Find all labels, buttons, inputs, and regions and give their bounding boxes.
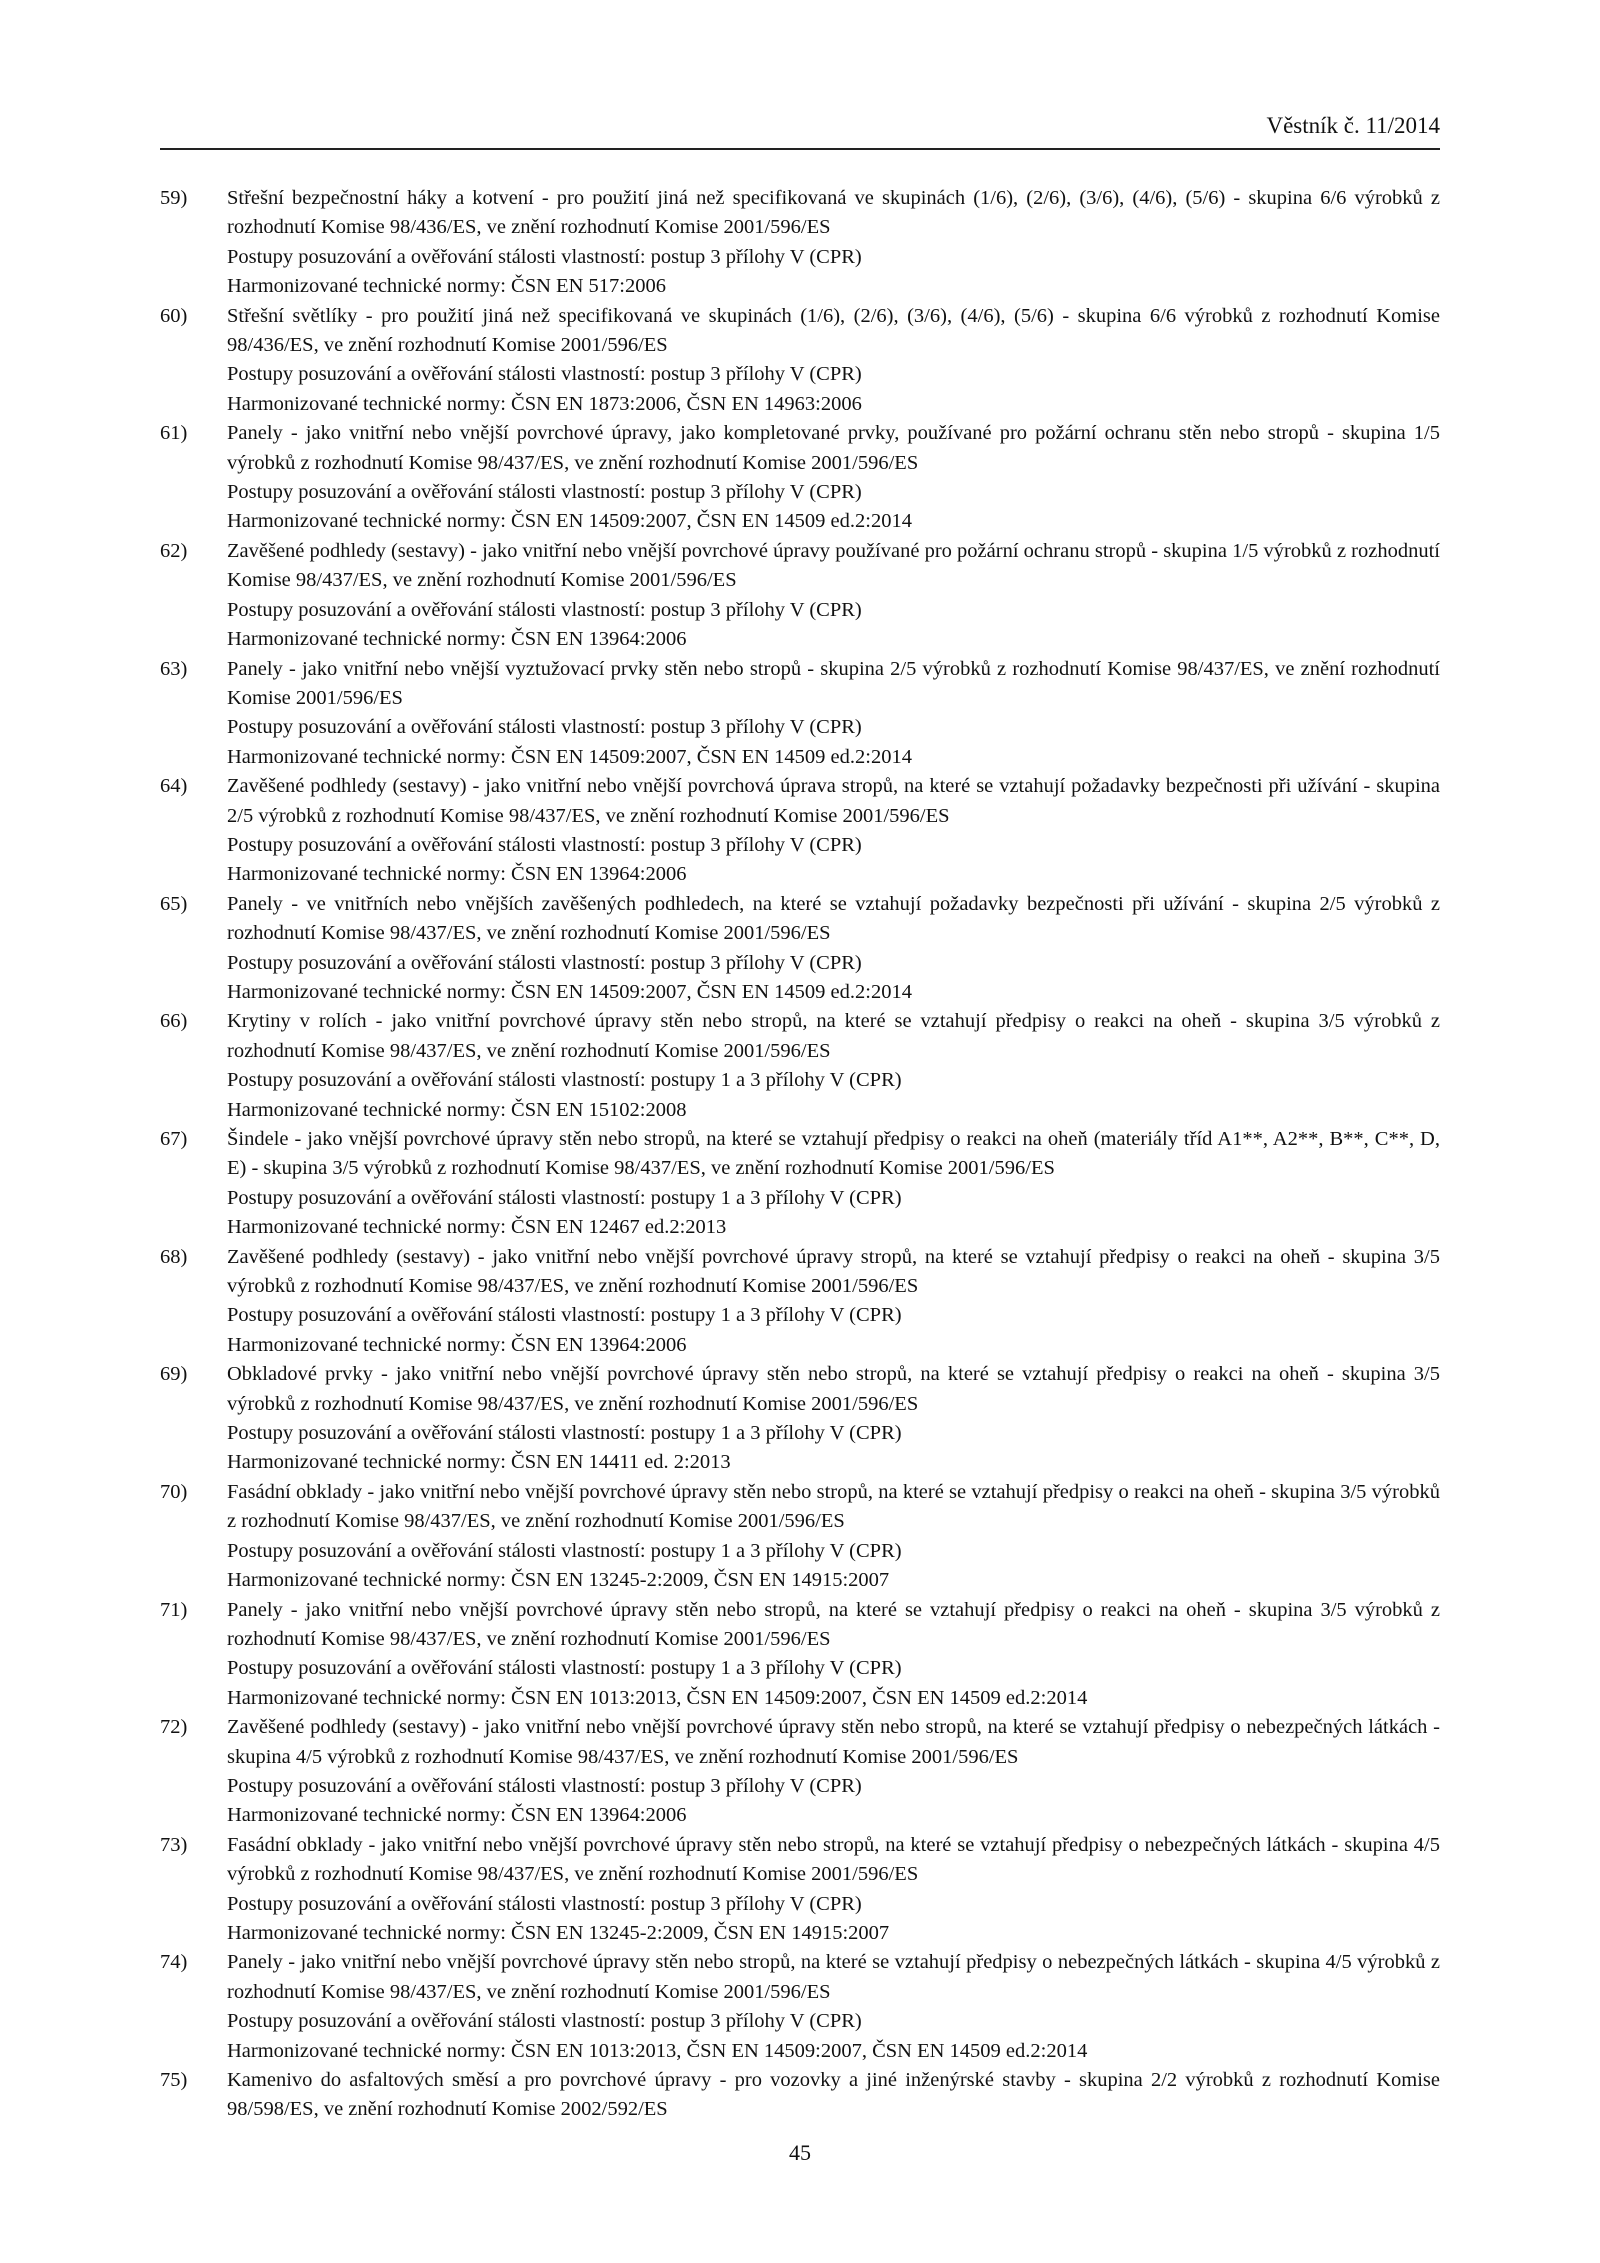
item-harmonized-standards: Harmonizované technické normy: ČSN EN 1013:2013, ČSN EN 14509:2007, ČSN EN 14509 ed.2:2014 bbox=[227, 1686, 1088, 1709]
item-assessment-procedure: Postupy posuzování a ověřování stálosti vlastností: postup 3 přílohy V (CPR) bbox=[227, 481, 862, 504]
item-number: 73) bbox=[160, 1833, 188, 1856]
item-description: Panely - jako vnitřní nebo vnější povrchové úpravy, jako kompletované prvky, používané pro požární ochranu stěn nebo stropů - skupina 1/5 výrobků z rozhodnutí Komise 98/437/ES, ve znění rozhodnutí Komise 2001/596/ES bbox=[227, 422, 1440, 474]
list-item bbox=[160, 1478, 1440, 1596]
list-item bbox=[160, 1948, 1440, 2066]
item-assessment-procedure: Postupy posuzování a ověřování stálosti vlastností: postup 3 přílohy V (CPR) bbox=[227, 1774, 862, 1797]
item-harmonized-standards: Harmonizované technické normy: ČSN EN 14509:2007, ČSN EN 14509 ed.2:2014 bbox=[227, 745, 912, 768]
list-item bbox=[160, 1007, 1440, 1125]
list-item bbox=[160, 1713, 1440, 1831]
item-number: 74) bbox=[160, 1951, 188, 1974]
item-assessment-procedure: Postupy posuzování a ověřování stálosti vlastností: postupy 1 a 3 přílohy V (CPR) bbox=[227, 1657, 902, 1680]
item-number: 65) bbox=[160, 892, 188, 915]
item-description: Obkladové prvky - jako vnitřní nebo vnější povrchové úpravy stěn nebo stropů, na které se vztahují předpisy o reakci na oheň - skupina 3/5 výrobků z rozhodnutí Komise 98/437/ES, ve znění rozhodnutí Komise 2001/596/ES bbox=[227, 1363, 1440, 1415]
item-harmonized-standards: Harmonizované technické normy: ČSN EN 517:2006 bbox=[227, 275, 666, 298]
item-assessment-procedure: Postupy posuzování a ověřování stálosti vlastností: postupy 1 a 3 přílohy V (CPR) bbox=[227, 1304, 902, 1327]
item-assessment-procedure: Postupy posuzování a ověřování stálosti vlastností: postupy 1 a 3 přílohy V (CPR) bbox=[227, 1539, 902, 1562]
list-item bbox=[160, 1831, 1440, 1949]
list-item bbox=[160, 184, 1440, 302]
item-number: 60) bbox=[160, 304, 188, 327]
item-description: Panely - ve vnitřních nebo vnějších zavěšených podhledech, na které se vztahují požadavky bezpečnosti při užívání - skupina 2/5 výrobků z rozhodnutí Komise 98/437/ES, ve znění rozhodnutí Komise 2001/596/ES bbox=[227, 892, 1440, 945]
item-harmonized-standards: Harmonizované technické normy: ČSN EN 13245-2:2009, ČSN EN 14915:2007 bbox=[227, 1921, 890, 1944]
item-number: 67) bbox=[160, 1128, 188, 1150]
item-assessment-procedure: Postupy posuzování a ověřování stálosti vlastností: postupy 1 a 3 přílohy V (CPR) bbox=[227, 1186, 902, 1209]
item-description: Zavěšené podhledy (sestavy) - jako vnitřní nebo vnější povrchové úpravy používané pro požární ochranu stropů - skupina 1/5 výrobků z rozhodnutí Komise 98/437/ES, ve znění rozhodnutí Komise 2001/596/ES bbox=[227, 539, 1440, 592]
item-number: 61) bbox=[160, 422, 188, 445]
item-assessment-procedure: Postupy posuzování a ověřování stálosti vlastností: postup 3 přílohy V (CPR) bbox=[227, 598, 862, 621]
list-item bbox=[160, 419, 1440, 537]
item-description: Šindele - jako vnější povrchové úpravy stěn nebo stropů, na které se vztahují předpisy o reakci na oheň (materiály tříd A1**, A2**, B**, C**, D, E) - skupina 3/5 výrobků z rozhodnutí Komise 98/437/ES, ve znění rozhodnutí Komise 2001/596/ES bbox=[227, 1128, 1440, 1180]
item-number: 72) bbox=[160, 1716, 188, 1739]
list-item bbox=[160, 1243, 1440, 1361]
item-description: Zavěšené podhledy (sestavy) - jako vnitřní nebo vnější povrchové úpravy stěn nebo stropů, na které se vztahují předpisy o nebezpečných látkách - skupina 4/5 výrobků z rozhodnutí Komise 98/437/ES, ve znění rozhodnutí Komise 2001/596/ES bbox=[227, 1716, 1440, 1768]
item-number: 68) bbox=[160, 1245, 188, 1268]
item-description: Střešní bezpečnostní háky a kotvení - pro použití jiná než specifikovaná ve skupinách (1/6), (2/6), (3/6), (4/6), (5/6) - skupina 6/6 výrobků z rozhodnutí Komise 98/436/ES, ve znění rozhodnutí Komise 2001/596/ES bbox=[227, 187, 1440, 239]
list-item bbox=[160, 1360, 1440, 1478]
item-harmonized-standards: Harmonizované technické normy: ČSN EN 13964:2006 bbox=[227, 1804, 687, 1827]
list-item bbox=[160, 655, 1440, 773]
item-description: Fasádní obklady - jako vnitřní nebo vnější povrchové úpravy stěn nebo stropů, na které se vztahují předpisy o nebezpečných látkách - skupina 4/5 výrobků z rozhodnutí Komise 98/437/ES, ve znění rozhodnutí Komise 2001/596/ES bbox=[227, 1833, 1440, 1886]
list-item bbox=[160, 2066, 1440, 2125]
product-list bbox=[160, 184, 1440, 2125]
item-number: 66) bbox=[160, 1010, 188, 1033]
item-harmonized-standards: Harmonizované technické normy: ČSN EN 1873:2006, ČSN EN 14963:2006 bbox=[227, 392, 862, 415]
item-number: 62) bbox=[160, 539, 188, 562]
item-harmonized-standards: Harmonizované technické normy: ČSN EN 13964:2006 bbox=[227, 1333, 687, 1356]
item-description: Panely - jako vnitřní nebo vnější vyztužovací prvky stěn nebo stropů - skupina 2/5 výrobků z rozhodnutí Komise 98/437/ES, ve znění rozhodnutí Komise 2001/596/ES bbox=[227, 657, 1440, 709]
item-number: 63) bbox=[160, 657, 188, 680]
item-harmonized-standards: Harmonizované technické normy: ČSN EN 12467 ed.2:2013 bbox=[227, 1216, 727, 1239]
item-number: 75) bbox=[160, 2069, 188, 2091]
item-description: Kamenivo do asfaltových směsí a pro povrchové úpravy - pro vozovky a jiné inženýrské stavby - skupina 2/2 výrobků z rozhodnutí Komise 98/598/ES, ve znění rozhodnutí Komise 2002/592/ES bbox=[227, 2069, 1440, 2121]
item-assessment-procedure: Postupy posuzování a ověřování stálosti vlastností: postup 3 přílohy V (CPR) bbox=[227, 833, 862, 856]
item-assessment-procedure: Postupy posuzování a ověřování stálosti vlastností: postup 3 přílohy V (CPR) bbox=[227, 245, 862, 268]
list-item bbox=[160, 1125, 1440, 1243]
item-assessment-procedure: Postupy posuzování a ověřování stálosti vlastností: postup 3 přílohy V (CPR) bbox=[227, 2010, 862, 2033]
item-harmonized-standards: Harmonizované technické normy: ČSN EN 15102:2008 bbox=[227, 1098, 687, 1121]
item-assessment-procedure: Postupy posuzování a ověřování stálosti vlastností: postup 3 přílohy V (CPR) bbox=[227, 1892, 862, 1915]
item-harmonized-standards: Harmonizované technické normy: ČSN EN 1013:2013, ČSN EN 14509:2007, ČSN EN 14509 ed.2:2014 bbox=[227, 2039, 1088, 2062]
item-harmonized-standards: Harmonizované technické normy: ČSN EN 13245-2:2009, ČSN EN 14915:2007 bbox=[227, 1569, 890, 1592]
page-number: 45 bbox=[789, 2140, 811, 2165]
item-harmonized-standards: Harmonizované technické normy: ČSN EN 14411 ed. 2:2013 bbox=[227, 1451, 731, 1474]
item-description: Fasádní obklady - jako vnitřní nebo vnější povrchové úpravy stěn nebo stropů, na které se vztahují předpisy o reakci na oheň - skupina 3/5 výrobků z rozhodnutí Komise 98/437/ES, ve znění rozhodnutí Komise 2001/596/ES bbox=[227, 1480, 1440, 1533]
item-description: Krytiny v rolích - jako vnitřní povrchové úpravy stěn nebo stropů, na které se vztahují předpisy o reakci na oheň - skupina 3/5 výrobků z rozhodnutí Komise 98/437/ES, ve znění rozhodnutí Komise 2001/596/ES bbox=[227, 1010, 1440, 1062]
list-item bbox=[160, 890, 1440, 1008]
item-assessment-procedure: Postupy posuzování a ověřování stálosti vlastností: postupy 1 a 3 přílohy V (CPR) bbox=[227, 1422, 902, 1445]
item-harmonized-standards: Harmonizované technické normy: ČSN EN 14509:2007, ČSN EN 14509 ed.2:2014 bbox=[227, 980, 912, 1003]
list-item bbox=[160, 302, 1440, 420]
page-header bbox=[160, 112, 1440, 150]
item-harmonized-standards: Harmonizované technické normy: ČSN EN 13964:2006 bbox=[227, 628, 687, 651]
item-number: 70) bbox=[160, 1480, 188, 1503]
item-assessment-procedure: Postupy posuzování a ověřování stálosti vlastností: postupy 1 a 3 přílohy V (CPR) bbox=[227, 1069, 902, 1092]
item-number: 64) bbox=[160, 775, 188, 798]
list-item bbox=[160, 1596, 1440, 1714]
item-description: Střešní světlíky - pro použití jiná než specifikovaná ve skupinách (1/6), (2/6), (3/6), (4/6), (5/6) - skupina 6/6 výrobků z rozhodnutí Komise 98/436/ES, ve znění rozhodnutí Komise 2001/596/ES bbox=[227, 304, 1440, 357]
item-assessment-procedure: Postupy posuzování a ověřování stálosti vlastností: postup 3 přílohy V (CPR) bbox=[227, 716, 862, 739]
item-assessment-procedure: Postupy posuzování a ověřování stálosti vlastností: postup 3 přílohy V (CPR) bbox=[227, 363, 862, 386]
bulletin-title: Věstník č. 11/2014 bbox=[1266, 113, 1440, 138]
item-description: Zavěšené podhledy (sestavy) - jako vnitřní nebo vnější povrchové úpravy stropů, na které se vztahují předpisy o reakci na oheň - skupina 3/5 výrobků z rozhodnutí Komise 98/437/ES, ve znění rozhodnutí Komise 2001/596/ES bbox=[227, 1245, 1440, 1298]
item-harmonized-standards: Harmonizované technické normy: ČSN EN 13964:2006 bbox=[227, 863, 687, 886]
item-assessment-procedure: Postupy posuzování a ověřování stálosti vlastností: postup 3 přílohy V (CPR) bbox=[227, 951, 862, 974]
list-item bbox=[160, 537, 1440, 655]
item-number: 59) bbox=[160, 187, 188, 209]
item-description: Panely - jako vnitřní nebo vnější povrchové úpravy stěn nebo stropů, na které se vztahují předpisy o nebezpečných látkách - skupina 4/5 výrobků z rozhodnutí Komise 98/437/ES, ve znění rozhodnutí Komise 2001/596/ES bbox=[227, 1951, 1440, 2003]
item-number: 69) bbox=[160, 1363, 188, 1386]
item-description: Zavěšené podhledy (sestavy) - jako vnitřní nebo vnější povrchová úprava stropů, na které se vztahují požadavky bezpečnosti při užívání - skupina 2/5 výrobků z rozhodnutí Komise 98/437/ES, ve znění rozhodnutí Komise 2001/596/ES bbox=[227, 775, 1440, 827]
list-item bbox=[160, 772, 1440, 890]
item-harmonized-standards: Harmonizované technické normy: ČSN EN 14509:2007, ČSN EN 14509 ed.2:2014 bbox=[227, 510, 912, 533]
item-description: Panely - jako vnitřní nebo vnější povrchové úpravy stěn nebo stropů, na které se vztahují předpisy o reakci na oheň - skupina 3/5 výrobků z rozhodnutí Komise 98/437/ES, ve znění rozhodnutí Komise 2001/596/ES bbox=[227, 1598, 1440, 1650]
item-number: 71) bbox=[160, 1598, 188, 1621]
